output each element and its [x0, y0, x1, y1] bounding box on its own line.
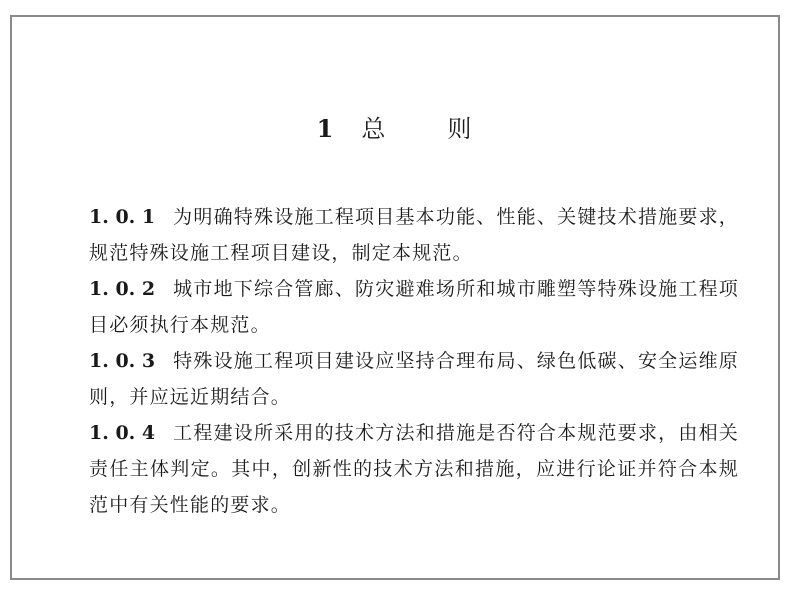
- clause-number: 1. 0. 4: [89, 422, 156, 444]
- clause-number: 1. 0. 2: [89, 278, 156, 300]
- clause-number: 1. 0. 1: [89, 206, 156, 228]
- clause-text: 城市地下综合管廊、防灾避难场所和城市雕塑等特殊设施工程项目必须执行本规范。: [89, 278, 739, 336]
- clause-item: [89, 343, 739, 415]
- clause-item: [89, 271, 739, 343]
- chapter-number: 1: [316, 114, 336, 143]
- chapter-title-word-1: 总: [361, 115, 388, 143]
- clause-text: 为明确特殊设施工程项目基本功能、性能、关键技术措施要求，规范特殊设施工程项目建设，制定本规范。: [89, 206, 739, 264]
- clause-number: 1. 0. 3: [89, 350, 156, 372]
- clause-text: 特殊设施工程项目建设应坚持合理布局、绿色低碳、安全运维原则，并应远近期结合。: [89, 350, 739, 408]
- clause-item: [89, 199, 739, 271]
- chapter-title: [12, 109, 778, 144]
- chapter-title-word-2: 则: [447, 115, 474, 143]
- clause-text: 工程建设所采用的技术方法和措施是否符合本规范要求，由相关责任主体判定。其中，创新性的技术方法和措施，应进行论证并符合本规范中有关性能的要求。: [89, 422, 739, 516]
- page-frame: [10, 15, 780, 580]
- clause-item: [89, 415, 739, 523]
- clause-list: [89, 199, 739, 523]
